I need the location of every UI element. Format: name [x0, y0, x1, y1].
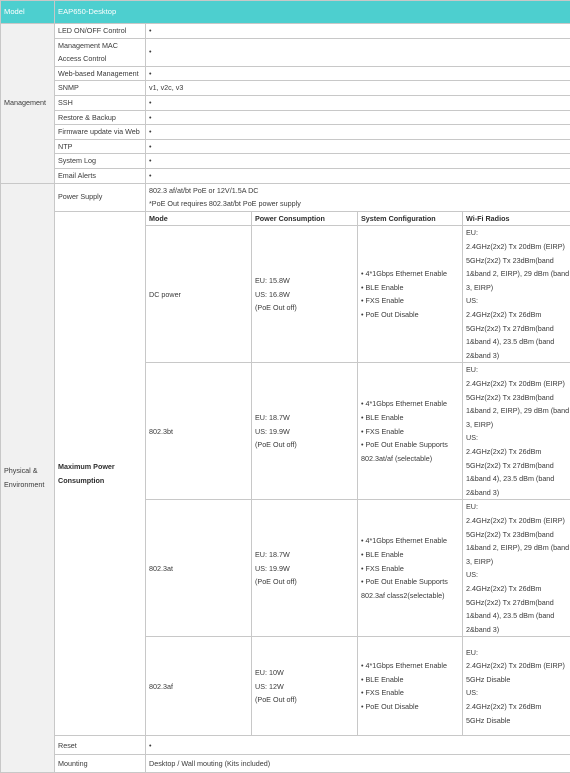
wifi-radios-line: 2&band 3)	[466, 623, 567, 637]
header-model-value: EAP650-Desktop	[55, 1, 570, 24]
wifi-radios-line: 2.4GHz(2x2) Tx 26dBm	[466, 582, 567, 596]
wifi-radios-line: 2.4GHz(2x2) Tx 20dBm (EIRP)	[466, 659, 567, 673]
power-consumption-line: EU: 10W	[255, 666, 354, 680]
spec-value: •	[146, 110, 570, 125]
wifi-radios-line: 2&band 3)	[466, 349, 567, 363]
wifi-radios-line: 1&band 2, EIRP), 29 dBm (band	[466, 267, 567, 281]
table-row	[1, 24, 570, 39]
spec-label: Reset	[55, 736, 146, 755]
wifi-radios-line: 1&band 4), 23.5 dBm (band	[466, 335, 567, 349]
wifi-radios-line: 2.4GHz(2x2) Tx 20dBm (EIRP)	[466, 240, 567, 254]
system-configuration-line: • BLE Enable	[361, 548, 459, 562]
system-configuration-line: • 4*1Gbps Ethernet Enable	[361, 534, 459, 548]
wifi-radios-line: 5GHz(2x2) Tx 23dBm(band	[466, 254, 567, 268]
system-configuration-line: • FXS Enable	[361, 425, 459, 439]
system-configuration-line: • BLE Enable	[361, 673, 459, 687]
system-configuration	[358, 226, 463, 363]
wifi-radios-line: US:	[466, 294, 567, 308]
category-management: Management	[1, 24, 55, 184]
system-configuration-line: 802.3af class2(selectable)	[361, 589, 459, 603]
spec-value: •	[146, 38, 570, 66]
spec-value: •	[146, 168, 570, 183]
system-configuration-line: 802.3at/af (selectable)	[361, 452, 459, 466]
system-configuration-line: • PoE Out Enable Supports	[361, 575, 459, 589]
column-header: System Configuration	[358, 211, 463, 226]
spec-label: Web-based Management	[55, 66, 146, 81]
power-consumption-line: EU: 15.8W	[255, 274, 354, 288]
wifi-radios-line: 5GHz(2x2) Tx 27dBm(band	[466, 459, 567, 473]
wifi-radios-line: EU:	[466, 646, 567, 660]
spec-value: •	[146, 125, 570, 140]
mode-name: 802.3at	[146, 500, 252, 637]
wifi-radios-line: 3, EIRP)	[466, 281, 567, 295]
spec-value: •	[146, 139, 570, 154]
wifi-radios-line: EU:	[466, 226, 567, 240]
power-consumption	[252, 226, 358, 363]
power-consumption-line: US: 19.9W	[255, 562, 354, 576]
table-row	[1, 736, 570, 755]
spec-label: Email Alerts	[55, 168, 146, 183]
table-row	[1, 125, 570, 140]
power-consumption	[252, 363, 358, 500]
system-configuration	[358, 363, 463, 500]
power-supply-value	[146, 183, 570, 211]
spec-label: SNMP	[55, 81, 146, 96]
wifi-radios-line: 5GHz Disable	[466, 673, 567, 687]
column-header: Mode	[146, 211, 252, 226]
wifi-radios-line: EU:	[466, 363, 567, 377]
wifi-radios-line: 5GHz(2x2) Tx 27dBm(band	[466, 596, 567, 610]
spec-label: SSH	[55, 95, 146, 110]
wifi-radios	[463, 226, 570, 363]
column-header: Power Consumption	[252, 211, 358, 226]
mode-name: 802.3af	[146, 637, 252, 736]
spec-label: LED ON/OFF Control	[55, 24, 146, 39]
mode-name: DC power	[146, 226, 252, 363]
wifi-radios-line: 1&band 2, EIRP), 29 dBm (band	[466, 404, 567, 418]
system-configuration	[358, 500, 463, 637]
spec-value: •	[146, 66, 570, 81]
header-model-label: Model	[1, 1, 55, 24]
wifi-radios-line: US:	[466, 431, 567, 445]
spec-value: •	[146, 95, 570, 110]
power-consumption-line: (PoE Out off)	[255, 438, 354, 452]
table-row	[1, 755, 570, 773]
spec-label: Mounting	[55, 755, 146, 773]
wifi-radios	[463, 363, 570, 500]
wifi-radios-line: 5GHz(2x2) Tx 23dBm(band	[466, 528, 567, 542]
wifi-radios-line: 1&band 2, EIRP), 29 dBm (band	[466, 541, 567, 555]
wifi-radios-line: 2.4GHz(2x2) Tx 26dBm	[466, 308, 567, 322]
spec-label: NTP	[55, 139, 146, 154]
wifi-radios-line: 5GHz(2x2) Tx 27dBm(band	[466, 322, 567, 336]
spec-value: •	[146, 154, 570, 169]
power-consumption-line: (PoE Out off)	[255, 693, 354, 707]
wifi-radios-line: 2.4GHz(2x2) Tx 20dBm (EIRP)	[466, 377, 567, 391]
spec-value: •	[146, 736, 570, 755]
system-configuration-line: • 4*1Gbps Ethernet Enable	[361, 267, 459, 281]
category-physical-environment: Physical & Environment	[1, 183, 55, 773]
wifi-radios	[463, 637, 570, 736]
power-supply-line: *PoE Out requires 802.3at/bt PoE power supply	[149, 197, 567, 211]
table-row	[1, 139, 570, 154]
spec-label: Management MAC Access Control	[55, 38, 146, 66]
system-configuration	[358, 637, 463, 736]
power-consumption-line: (PoE Out off)	[255, 575, 354, 589]
mode-header-row	[1, 211, 570, 226]
table-row	[1, 110, 570, 125]
table-row	[1, 95, 570, 110]
spec-label: Power Supply	[55, 183, 146, 211]
power-consumption	[252, 637, 358, 736]
power-consumption-line: (PoE Out off)	[255, 301, 354, 315]
table-header-row	[1, 1, 570, 24]
system-configuration-line: • PoE Out Enable Supports	[361, 438, 459, 452]
wifi-radios-line: US:	[466, 686, 567, 700]
wifi-radios-line: 3, EIRP)	[466, 555, 567, 569]
spec-label-max-power: Maximum Power Consumption	[55, 211, 146, 736]
system-configuration-line: • FXS Enable	[361, 562, 459, 576]
spec-label: System Log	[55, 154, 146, 169]
power-supply-line: 802.3 af/at/bt PoE or 12V/1.5A DC	[149, 184, 567, 198]
power-consumption-line: EU: 18.7W	[255, 548, 354, 562]
table-row	[1, 81, 570, 96]
power-consumption	[252, 500, 358, 637]
spec-value: •	[146, 24, 570, 39]
system-configuration-line: • 4*1Gbps Ethernet Enable	[361, 397, 459, 411]
wifi-radios-line: 1&band 4), 23.5 dBm (band	[466, 472, 567, 486]
wifi-radios-line: 1&band 4), 23.5 dBm (band	[466, 609, 567, 623]
table-row	[1, 168, 570, 183]
table-row	[1, 66, 570, 81]
table-row	[1, 38, 570, 66]
wifi-radios-line: 2.4GHz(2x2) Tx 26dBm	[466, 700, 567, 714]
power-consumption-line: US: 19.9W	[255, 425, 354, 439]
system-configuration-line: • FXS Enable	[361, 686, 459, 700]
system-configuration-line: • FXS Enable	[361, 294, 459, 308]
system-configuration-line: • BLE Enable	[361, 281, 459, 295]
column-header: Wi-Fi Radios	[463, 211, 570, 226]
system-configuration-line: • PoE Out Disable	[361, 308, 459, 322]
wifi-radios-line: 2.4GHz(2x2) Tx 20dBm (EIRP)	[466, 514, 567, 528]
power-consumption-line: US: 16.8W	[255, 288, 354, 302]
power-consumption-line: US: 12W	[255, 680, 354, 694]
wifi-radios-line: 2.4GHz(2x2) Tx 26dBm	[466, 445, 567, 459]
wifi-radios-line: 5GHz Disable	[466, 714, 567, 728]
wifi-radios	[463, 500, 570, 637]
mode-name: 802.3bt	[146, 363, 252, 500]
system-configuration-line: • PoE Out Disable	[361, 700, 459, 714]
wifi-radios-line: 2&band 3)	[466, 486, 567, 500]
wifi-radios-line: 5GHz(2x2) Tx 23dBm(band	[466, 391, 567, 405]
wifi-radios-line: EU:	[466, 500, 567, 514]
table-row	[1, 183, 570, 211]
system-configuration-line: • 4*1Gbps Ethernet Enable	[361, 659, 459, 673]
wifi-radios-line: 3, EIRP)	[466, 418, 567, 432]
table-row	[1, 154, 570, 169]
power-consumption-line: EU: 18.7W	[255, 411, 354, 425]
spec-label: Restore & Backup	[55, 110, 146, 125]
wifi-radios-line: US:	[466, 568, 567, 582]
spec-value: Desktop / Wall mouting (Kits included)	[146, 755, 570, 773]
spec-label: Firmware update via Web	[55, 125, 146, 140]
system-configuration-line: • BLE Enable	[361, 411, 459, 425]
spec-value: v1, v2c, v3	[146, 81, 570, 96]
